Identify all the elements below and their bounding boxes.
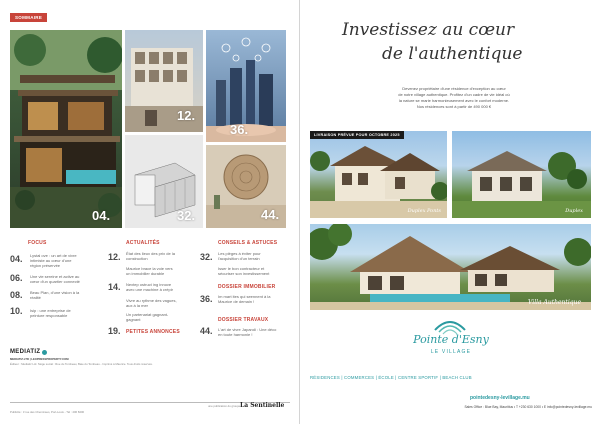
- item-number: 19.: [108, 326, 121, 336]
- footer-credits: Éditeur : Mediatiz Ltd. Siège social : Rue du Tombeau, Baie du Tombeau - Imprimé à Maurice. Tous droits réservés.: [10, 362, 153, 366]
- item-text[interactable]: Maurice brace la voie vers un immobilier durable: [126, 266, 173, 276]
- logo-mark-icon: [42, 350, 47, 355]
- publisher-label: une publication du groupe: [208, 404, 241, 408]
- publisher-logo: La Sentinelle: [240, 402, 285, 409]
- item-text[interactable]: Beau Plan, d'une vision à la réalité: [30, 290, 80, 300]
- item-text[interactable]: Une vie sereine et active au cœur d'un quartier connecté: [30, 274, 80, 284]
- mediatiz-logo: [10, 349, 47, 355]
- item-number: 44.: [200, 326, 213, 336]
- item-text[interactable]: Nextep ostruct ing innove avec une machine à crépir: [126, 282, 173, 292]
- item-text[interactable]: Vivre au rythme des vagues, aux à la mer: [126, 298, 177, 308]
- item-number: 32.: [200, 252, 213, 262]
- item-text[interactable]: Im mart ites qui seennent à la Maurice de demain !: [218, 294, 271, 304]
- photo-villa-authentique[interactable]: [310, 224, 591, 310]
- tile-number: 04.: [92, 208, 111, 223]
- duplex-illustration: [452, 131, 591, 218]
- photo-duplex[interactable]: [452, 131, 591, 218]
- item-number: 12.: [108, 252, 121, 262]
- section-title-dossier-travaux: DOSSIER TRAVAUX: [218, 317, 269, 323]
- website-link[interactable]: pointedesny-levillage.mu: [470, 395, 530, 401]
- intro-line: Nos résidences sont à partir de 490 000 €: [416, 104, 492, 109]
- features-line: RÉSIDENCES | COMMERCES | ÉCOLE | CENTRE SPORTIF | BEACH CLUB: [310, 375, 472, 380]
- intro-line: Devenez propriétaire d'une résidence d'exception au cœur: [402, 86, 506, 91]
- item-number: 36.: [200, 294, 213, 304]
- item-text[interactable]: État des lieux des prix de la construction: [126, 251, 175, 261]
- delivery-banner: LIVRAISON PRÉVUE POUR OCTOBRE 2025: [310, 131, 404, 139]
- intro-line: la nature se marie harmonieusement avec le confort moderne.: [398, 98, 510, 103]
- item-text[interactable]: L'art de vivre Japandi : Une déco en toute harmonie !: [218, 327, 277, 337]
- brand-name: Pointe d'Esny: [413, 333, 489, 346]
- item-number: 10.: [10, 306, 23, 316]
- villa-illustration: [310, 224, 591, 310]
- logo-text: MEDIATIZ: [10, 349, 41, 355]
- advertisement-page: [300, 0, 600, 424]
- duplex-house-illustration: [310, 131, 447, 218]
- item-text[interactable]: Lystal ove : un art de vivre intimiste au cœur d'une région préservée: [30, 253, 77, 268]
- section-title-focus: FOCUS: [28, 240, 47, 246]
- headline-line-2: de l'authentique: [382, 44, 523, 64]
- villa-pool-illustration: [10, 30, 122, 228]
- tile-smart-city[interactable]: [206, 30, 286, 142]
- photo-duplex-ponts[interactable]: [310, 131, 447, 218]
- tile-japandi[interactable]: [206, 145, 286, 228]
- item-number: 14.: [108, 282, 121, 292]
- headline-line-1: Investissez au cœur: [342, 20, 515, 40]
- photo-caption: Duplex: [565, 208, 583, 214]
- intro-line: de notre village authentique. Profitez d'un cadre de vie idéal où: [398, 92, 510, 97]
- tile-number: 12.: [177, 108, 196, 123]
- tile-number: 44.: [261, 207, 280, 222]
- contact-line[interactable]: Sales Office : Blue Bay, Mauritius • T +230 630 1000 • E info@pointedesny-levillage.mu: [464, 405, 592, 409]
- section-title-dossier-immobilier: DOSSIER IMMOBILIER: [218, 284, 276, 290]
- footer-bottom-line: Publicité : 3 rue des Cheminées, Port-Louis - Tél : 206 8200: [10, 410, 85, 414]
- tile-villa-pool[interactable]: [10, 30, 122, 228]
- photo-caption: Duplex Ponts: [407, 208, 441, 214]
- footer-site[interactable]: MEDIATIZ.LTD | LEXPRESSPROPERTY.COM: [10, 357, 69, 361]
- intro-text: [354, 86, 554, 110]
- item-number: 04.: [10, 254, 23, 264]
- photo-caption: Villa Authentique: [528, 299, 581, 306]
- brand-subtitle: LE VILLAGE: [430, 349, 472, 355]
- item-text[interactable]: Un partenariat gagnant-gagnant: [126, 312, 169, 322]
- item-text[interactable]: Les pièges à éviter pour l'acquisition d'un terrain: [218, 251, 261, 261]
- section-title-conseils: CONSEILS & ASTUCES: [218, 240, 278, 246]
- section-title-petites-annonces[interactable]: PETITES ANNONCES: [126, 329, 180, 335]
- tile-number: 36.: [230, 122, 249, 137]
- tile-architecture[interactable]: [125, 135, 203, 228]
- tile-building[interactable]: [125, 30, 203, 132]
- item-text[interactable]: Isip : une entreprise de peinture responsable: [30, 308, 71, 318]
- item-number: 08.: [10, 290, 23, 300]
- item-text[interactable]: Isser le bon contracteur et sécuriser son investissement: [218, 266, 270, 276]
- item-number: 06.: [10, 273, 23, 283]
- tile-number: 32.: [177, 208, 196, 223]
- section-title-actualites: ACTUALITÉS: [126, 240, 160, 246]
- sommaire-badge: SOMMAIRE: [10, 13, 47, 22]
